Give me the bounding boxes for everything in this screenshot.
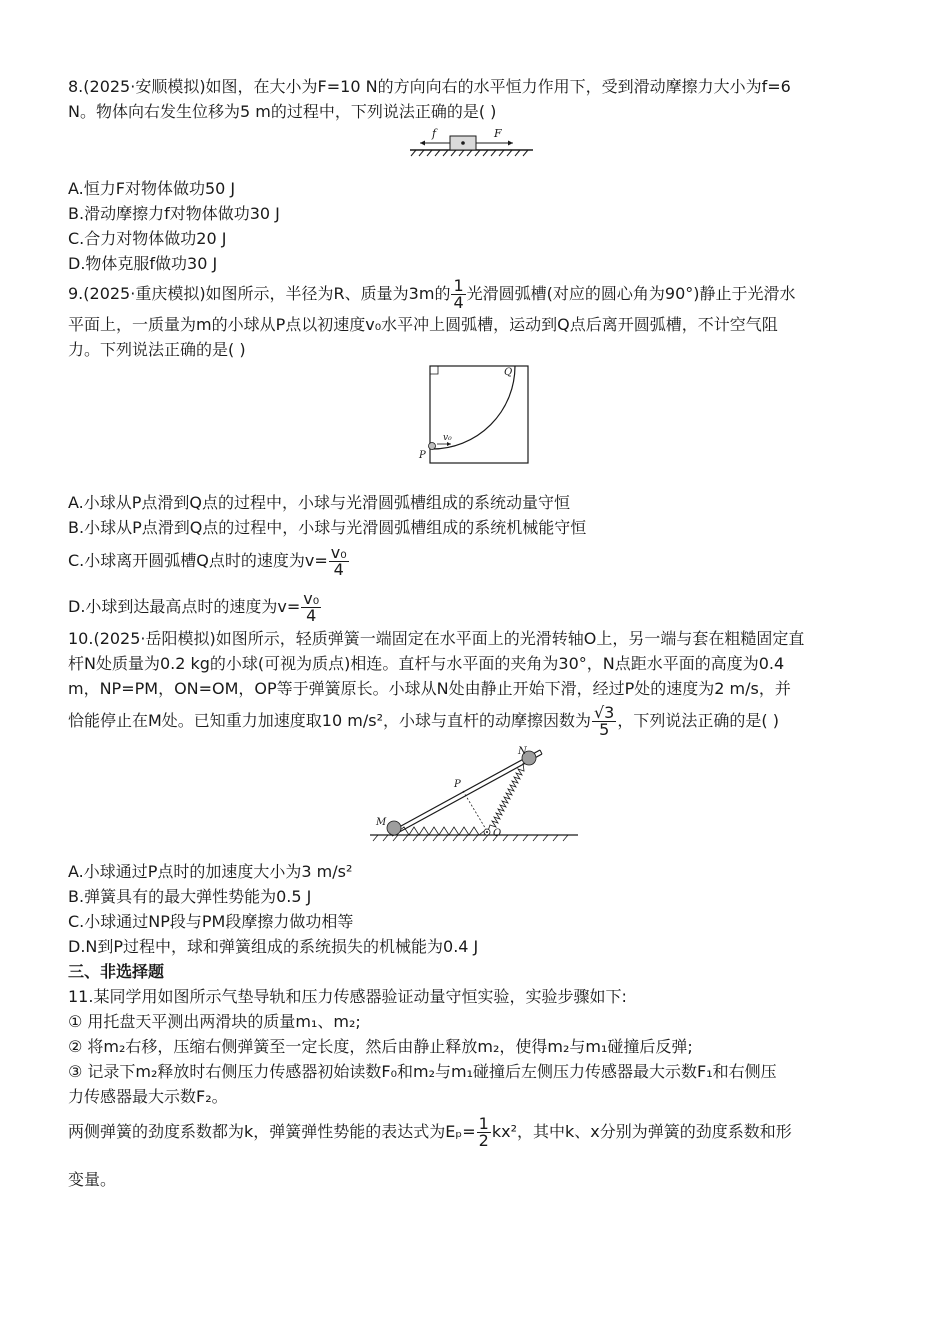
q10-stem-line4-a: 恰能停止在M处。已知重力加速度取10 m/s²，小球与直杆的动摩擦因数为 [68, 711, 591, 730]
q10-option-b: B.弹簧具有的最大弹性势能为0.5 J [68, 887, 312, 906]
q9-option-c-den: 4 [333, 560, 344, 579]
quarter-fraction [451, 278, 465, 311]
q8-option-b: B.滑动摩擦力f对物体做功30 J [68, 204, 280, 223]
mu-fraction-den: 5 [599, 720, 610, 739]
section-heading: 三、非选择题 [68, 962, 165, 981]
q9-fig-label-v0: v₀ [443, 433, 452, 443]
quarter-fraction-num: 1 [453, 276, 464, 295]
q10-stem-line2: 杆N处质量为0.2 kg的小球(可视为质点)相连。直杆与水平面的夹角为30°，N点距水平面的高度为0.4 [68, 654, 785, 673]
q10-rod-spring-figure [368, 745, 580, 845]
q9-option-d-num: v₀ [303, 589, 320, 608]
q11-step2: ② 将m₂右移，压缩右侧弹簧至一定长度，然后由静止释放m₂，使得m₂与m₁碰撞后反弹; [68, 1037, 693, 1056]
q8-fig-label-f: f [432, 127, 437, 140]
q8-block-figure [408, 126, 538, 162]
q10-stem-line4 [68, 701, 888, 741]
q9-option-b: B.小球从P点滑到Q点的过程中，小球与光滑圆弧槽组成的系统机械能守恒 [68, 518, 587, 537]
q8-stem-line2: N。物体向右发生位移为5 m的过程中，下列说法正确的是( ) [68, 102, 497, 121]
q9-stem-line1-b: 光滑圆弧槽(对应的圆心角为90°)静止于光滑水 [466, 284, 796, 303]
half-fraction-den: 2 [478, 1131, 489, 1150]
q10-option-d: D.N到P过程中，球和弹簧组成的系统损失的机械能为0.4 J [68, 937, 479, 956]
q8-option-c: C.合力对物体做功20 J [68, 229, 227, 248]
q9-fig-label-P: P [419, 450, 426, 461]
mu-fraction [592, 705, 616, 738]
half-fraction-num: 1 [478, 1114, 489, 1133]
q9-option-d-den: 4 [306, 606, 317, 625]
q11-ep-line-b: kx²，其中k、x分别为弹簧的劲度系数和形 [491, 1122, 792, 1141]
q10-fig-label-N: N [518, 746, 527, 757]
q10-fig-label-M: M [376, 817, 387, 828]
q9-option-c-text: C.小球离开圆弧槽Q点时的速度为v= [68, 551, 328, 570]
q10-option-a: A.小球通过P点时的加速度大小为3 m/s² [68, 862, 353, 881]
mu-fraction-num: √3 [593, 703, 615, 722]
q9-stem-line2: 平面上，一质量为m的小球从P点以初速度v₀水平冲上圆弧槽，运动到Q点后离开圆弧槽，不计空气阻 [68, 315, 778, 334]
q8-option-d: D.物体克服f做功30 J [68, 254, 218, 273]
q11-step3-line2: 力传感器最大示数F₂。 [68, 1087, 228, 1106]
exam-page [68, 74, 888, 1192]
q9-fig-label-Q: Q [504, 367, 513, 378]
q10-stem-line1: 10.(2025·岳阳模拟)如图所示，轻质弹簧一端固定在水平面上的光滑转轴O上，另一端与套在粗糙固定直 [68, 629, 805, 648]
q9-stem-line1-a: 9.(2025·重庆模拟)如图所示，半径为R、质量为3m的 [68, 284, 451, 303]
q10-fig-label-P: P [454, 779, 461, 790]
q8-fig-label-F: F [494, 127, 502, 140]
q9-option-c [68, 542, 888, 580]
q10-stem-line3: m，NP=PM，ON=OM，OP等于弹簧原长。小球从N处由静止开始下滑，经过P处的速度为2 m/s，并 [68, 679, 791, 698]
q9-option-a: A.小球从P点滑到Q点的过程中，小球与光滑圆弧槽组成的系统动量守恒 [68, 493, 570, 512]
q9-option-c-fraction [329, 545, 349, 578]
q8-stem-line1: 8.(2025·安顺模拟)如图，在大小为F=10 N的方向向右的水平恒力作用下，受到滑动摩擦力大小为f=6 [68, 77, 791, 96]
q11-step1: ① 用托盘天平测出两滑块的质量m₁、m₂; [68, 1012, 361, 1031]
q9-option-d [68, 588, 888, 626]
q10-stem-line4-b: ，下列说法正确的是( ) [617, 711, 779, 730]
q9-option-d-text: D.小球到达最高点时的速度为v= [68, 597, 301, 616]
half-fraction [477, 1116, 491, 1149]
q9-stem-line1 [68, 276, 888, 312]
q9-stem-line3: 力。下列说法正确的是( ) [68, 340, 246, 359]
q10-fig-label-O: O [493, 828, 502, 839]
q11-step3-line1: ③ 记录下m₂释放时右侧压力传感器初始读数F₀和m₂与m₁碰撞后左侧压力传感器最大示数F₁和右侧压 [68, 1062, 777, 1081]
q11-ep-line-a: 两侧弹簧的劲度系数都为k，弹簧弹性势能的表达式为Eₚ= [68, 1122, 476, 1141]
q9-option-d-fraction [301, 591, 321, 624]
quarter-fraction-den: 4 [453, 293, 464, 312]
q11-stem-line1: 11.某同学用如图所示气垫导轨和压力传感器验证动量守恒实验，实验步骤如下: [68, 987, 627, 1006]
q10-option-c: C.小球通过NP段与PM段摩擦力做功相等 [68, 912, 354, 931]
q11-ep-line [68, 1111, 888, 1153]
q8-option-a: A.恒力F对物体做功50 J [68, 179, 236, 198]
q11-last-line: 变量。 [68, 1170, 117, 1189]
q9-option-c-num: v₀ [330, 543, 347, 562]
q9-arc-groove-figure [415, 364, 535, 468]
